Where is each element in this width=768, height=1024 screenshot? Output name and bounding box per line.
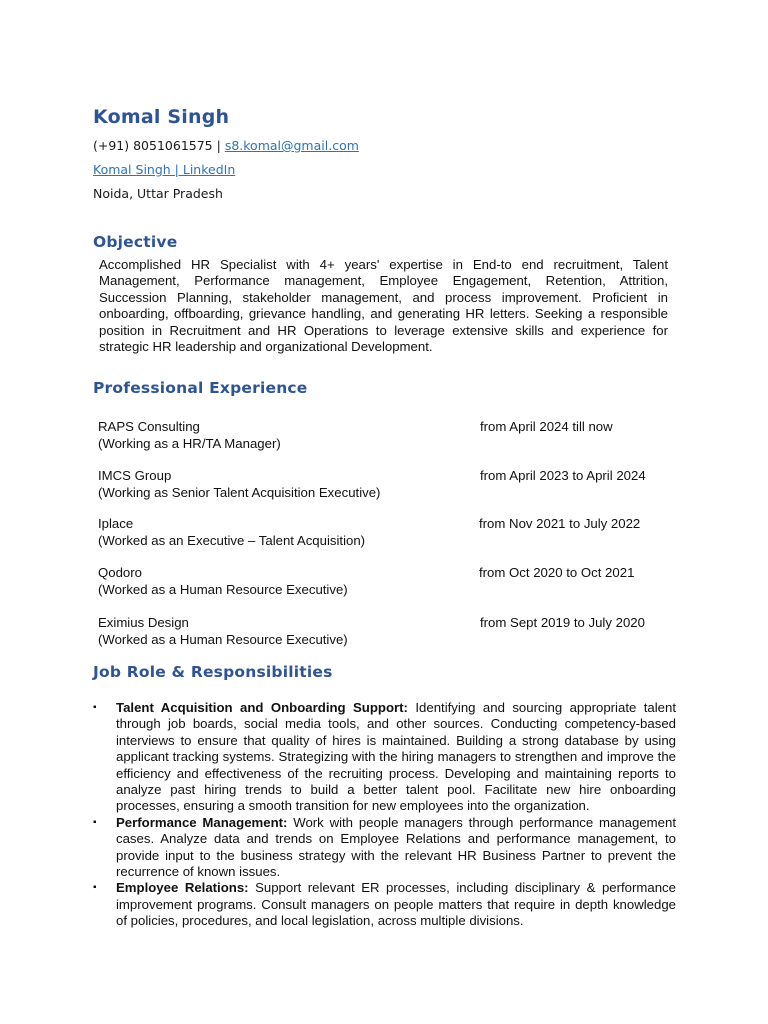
experience-heading: Professional Experience [93,379,308,397]
list-item [93,880,676,929]
email-link[interactable]: s8.komal@gmail.com [224,138,359,153]
linkedin-link[interactable]: Komal Singh | LinkedIn [93,162,236,177]
responsibility-title: Talent Acquisition and Onboarding Support: [116,700,408,715]
job-role: (Worked as an Executive – Talent Acquisition) [98,532,366,548]
linkedin-line [93,162,235,177]
objective-text: Accomplished HR Specialist with 4+ years' expertise in End-to end recruitment, Talent Management, Performance management, Employee Engagement, Retention, Attrition, Succession Planning, stakeholder management, and process improvement. Proficient in onboarding, offboarding, grievance handling, and generating HR letters. Seeking a responsible position in Recruitment and HR Operations to leverage extensive skills and experience for strategic HR leadership and organizational Development. [99,257,668,355]
experience-item [98,516,678,550]
company-name: Iplace [98,516,134,531]
employment-dates: from April 2023 to April 2024 [480,468,646,483]
responsibility-title: Employee Relations: [116,880,249,896]
bullet-square-icon: ▪ [93,702,97,713]
responsibility-text: Identifying and sourcing appropriate talent through job boards, social media tools, and other sources. Conducting competency-based interviews to ensure that quality of hires is maintained. Building a strong database by using applicant tracking systems. Strategizing with the hiring managers to strengthen and improve the efficiency and effectiveness of the recruiting process. Developing and maintaining reports to analyze past hiring trends to build a better talent pool. Facilitate new hire onboarding processes, ensuring a smooth transition for new employees into the organization. [116,700,676,814]
job-role: (Working as a HR/TA Manager) [98,435,281,451]
company-name: IMCS Group [98,468,172,483]
bullet-square-icon: ▪ [93,882,97,894]
candidate-name: Komal Singh [93,106,230,128]
contact-line [93,138,359,153]
responsibility-text: Support relevant ER processes, including disciplinary & performance improvement programs. Consult managers on people matters that require in depth knowledge of policies, procedures, and local legislation, across multiple divisions. [116,880,676,929]
experience-item [98,419,678,453]
company-name: Qodoro [98,565,142,580]
responsibilities-heading: Job Role & Responsibilities [93,663,333,681]
responsibilities-list [93,700,676,930]
list-item [93,815,676,881]
location: Noida, Uttar Pradesh [93,186,223,201]
responsibility-title: Performance Management: [116,814,288,830]
experience-item [98,565,678,599]
job-role: (Working as Senior Talent Acquisition Executive) [98,484,381,500]
objective-heading: Objective [93,233,178,251]
employment-dates: from April 2024 till now [480,419,613,434]
employment-dates: from Sept 2019 to July 2020 [480,615,645,630]
responsibility-text: Work with people managers through performance management cases. Analyze data and trends on Employee Relations and performance management, to provide input to the business strategy with the relevant HR Business Partner to prevent the recurrence of known issues. [116,814,676,880]
company-name: RAPS Consulting [98,419,200,434]
job-role: (Worked as a Human Resource Executive) [98,631,348,647]
company-name: Eximius Design [98,615,189,630]
phone-number: (+91) 8051061575 | [93,138,221,153]
employment-dates: from Nov 2021 to July 2022 [479,516,641,531]
bullet-square-icon: ▪ [93,816,97,828]
experience-item [98,615,678,649]
job-role: (Worked as a Human Resource Executive) [98,581,348,597]
experience-item [98,468,678,502]
employment-dates: from Oct 2020 to Oct 2021 [479,565,635,580]
list-item [93,700,676,815]
